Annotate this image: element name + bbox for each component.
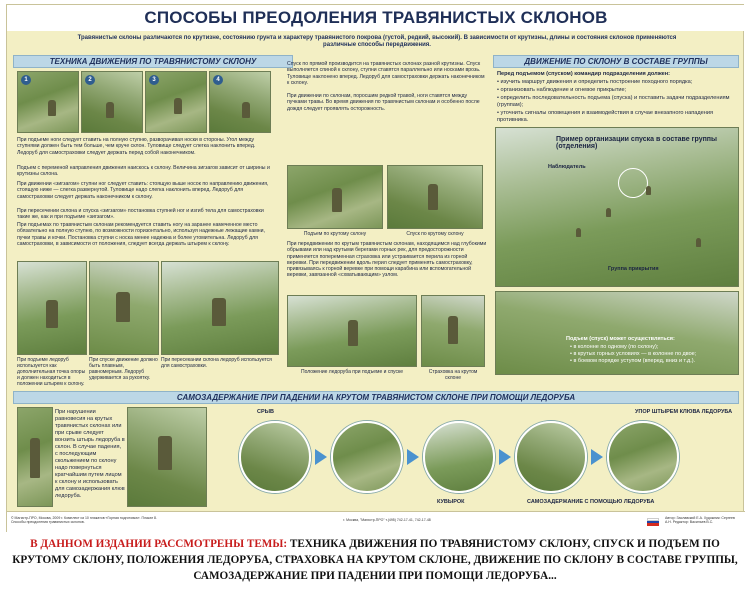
paragraph-2: Подъем с переменой направления движения наискось к склону. Величина зигзагов зависит от ширины и крутизны склона. (17, 165, 270, 178)
russia-flag-icon (647, 518, 659, 526)
label-somersault: КУВЫРОК (437, 499, 465, 505)
photo-steep-descent (387, 165, 483, 229)
poster-title: СПОСОБЫ ПРЕОДОЛЕНИЯ ТРАВЯНИСТЫХ СКЛОНОВ (7, 5, 745, 31)
right-section-header: ДВИЖЕНИЕ ПО СКЛОНУ В СОСТАВЕ ГРУППЫ (493, 55, 739, 68)
photo-ascent (17, 261, 87, 355)
middle-text-top: Спуск по прямой производится на травянистых склонах разной крутизны. Спуск выполняется спиной к склону, ступни ставятся параллельно или носками врозь. Туловище наклонено вперед. Ледоруб для самостраховки держать наконечником к склону. (287, 61, 485, 86)
paragraph-1: При подъеме ноги следует ставить на полную ступню, разворачивая носки в стороны. Угол между ступнями должен быть тем больше, чем круче склон. Туловище следует слегка наклонить вперед. Ледоруб для самостраховки следует держать перед собой наконечником. (17, 137, 256, 156)
methods-title: Подъем (спуск) может осуществляться: (566, 336, 675, 342)
arrow-icon (499, 449, 511, 465)
topics-text: ТЕХНИКА ДВИЖЕНИЯ ПО ТРАВЯНИСТОМУ СКЛОНУ, СПУСК И ПОДЪЕМ ПО КРУТОМУ СКЛОНУ, ПОЛОЖЕНИЯ ЛЕДОРУБА, СТРАХОВКА НА КРУТОМ СКЛОНЕ, ДВИЖЕНИЕ ПО СКЛОНУ В СОСТАВЕ ГРУППЫ, САМОЗАДЕРЖАНИЕ ПРИ ПАДЕНИИ ПРИ ПОМОЩИ ЛЕДОРУБА... (12, 538, 738, 582)
soldier-figure (448, 316, 458, 344)
poster (6, 4, 744, 532)
photo-steep-ascent (287, 165, 383, 229)
caption-descent: При спуске движение должно быть плавным, равномерным. Ледоруб удерживается за рукоятку. (89, 357, 158, 381)
step-photo-3 (145, 71, 207, 133)
fall-sequence-2 (331, 421, 403, 493)
caption-steep-ascent: Подъем по крутому склону (303, 231, 367, 237)
right-bullet-1-text: изучить маршрут движения и определить построение походного порядка; (500, 79, 693, 85)
middle-text-mid: При движении по склонам, поросшим редкой травой, ноги ставятся между пучками травы. Во время движения по травянистым склонам и особенно после дождя следует проявлять осторожность. (287, 93, 480, 112)
soldier-figure (48, 100, 56, 116)
right-bullet-1: • изучить маршрут движения и определить построение походного порядка; (497, 79, 693, 85)
step-number-3: 3 (149, 75, 159, 85)
caption-steep-descent: Спуск по крутому склону (406, 231, 464, 237)
soldier-figure (348, 320, 358, 346)
cover-group-label: Группа прикрытия (608, 266, 659, 272)
caption-ascent: При подъеме ледоруб используется как дополнительная точка опоры и должен находиться в положении штырем к склону. (17, 357, 86, 387)
right-bullet-2: • организовать наблюдение и огневое прикрытие; (497, 87, 627, 93)
footer-left: © Магистр-ПРО, Москва, 2009 г. Комплект из 10 плакатов «Горная подготовка». Плакат 8. Способы преодоления травянистых склонов. (11, 516, 157, 524)
caption-crossing: При пересекании склона ледоруб используется для самостраховки. (161, 357, 272, 369)
footer-center: г. Москва, "Магистр-ПРО" т.(495) 742-17-41, 742-17-48 (343, 518, 431, 522)
soldier-figure (174, 98, 182, 114)
photo-fall (127, 407, 207, 507)
right-bullet-4-text: уточнить сигналы оповещения и взаимодействия в случае внезапного нападения противника. (497, 110, 714, 123)
fall-sequence-5 (607, 421, 679, 493)
right-bullet-2-text: организовать наблюдение и огневое прикрытие; (500, 87, 627, 93)
photo-axe-position (287, 295, 417, 367)
soldier-figure (696, 238, 701, 247)
photo-crossing (161, 261, 279, 355)
flag-stripe-red (647, 523, 659, 526)
step-number-2: 2 (85, 75, 95, 85)
method-2-text: в крутых горных условиях — в колонне по двое; (573, 351, 697, 357)
step-photo-4 (209, 71, 271, 133)
publication-topics (0, 536, 750, 584)
topics-label: В ДАННОМ ИЗДАНИИ РАССМОТРЕНЫ ТЕМЫ: (30, 538, 288, 550)
right-lead: Перед подъемом (спуском) командир подразделения должен: (497, 71, 670, 77)
step-number-1: 1 (21, 75, 31, 85)
left-section-header: ТЕХНИКА ДВИЖЕНИЯ ПО ТРАВЯНИСТОМУ СКЛОНУ (13, 55, 293, 68)
arrow-icon (315, 449, 327, 465)
photo-group-descent (495, 127, 739, 287)
fall-sequence-1 (239, 421, 311, 493)
paragraph-4: При пересечении склона и спуска «зигзагом» постановка ступней ног и изгиб тела для самостраховки такие же, как и при подъеме «зигзагом». (17, 208, 264, 221)
self-arrest-header: САМОЗАДЕРЖАНИЕ ПРИ ПАДЕНИИ НА КРУТОМ ТРАВЯНИСТОМ СКЛОНЕ ПРИ ПОМОЩИ ЛЕДОРУБА (13, 391, 739, 404)
step-photo-2 (81, 71, 143, 133)
soldier-figure (158, 436, 172, 470)
middle-text-bottom: При передвижении по крутым травянистым склонам, находящимся над глубокими обрывами или над крутыми берегами горных рек, для предосторожности применяется попеременная страховка или устраивается перила из горной веревки. При передвижении вдоль перил следует применять самостраховку, привязываясь к горной веревке при помощи карабина или вспомогательной веревки, завязанной «схватывающим» узлом. (287, 241, 487, 279)
photo-group-column (495, 291, 739, 375)
photo-self-arrest (17, 407, 53, 507)
soldier-figure (106, 102, 114, 118)
label-axe-spike: УПОР ШТЫРЕМ КЛЮВА ЛЕДОРУБА (635, 409, 733, 415)
poster-footer (7, 511, 745, 533)
method-1: • в колонне по одному (по склону); (570, 344, 659, 350)
step-number-4: 4 (213, 75, 223, 85)
observer-marker (618, 168, 648, 198)
soldier-figure (46, 300, 58, 328)
label-fall: СРЫВ (257, 409, 274, 415)
soldier-figure (606, 208, 611, 217)
fall-sequence-4 (515, 421, 587, 493)
soldier-figure (576, 228, 581, 237)
caption-belay: Страховка на крутом склоне (428, 369, 478, 381)
observer-label: Наблюдатель (548, 164, 586, 170)
right-bullet-3-text: определить последовательность подъема (спуска) и поставить задачи подразделениям (группам); (497, 95, 730, 108)
photo-descent (89, 261, 159, 355)
self-arrest-text: При нарушении равновесия на крутых травянистых склонах или при срыве следует вонзить штырь ледоруба в склон. В случае падения, с последующим скольжением по склону надо повернуться кратчайшим путем лицом к склону и использовать для самозадержания клюв ледоруба. (55, 409, 125, 499)
soldier-figure (332, 188, 342, 212)
example-title: Пример организации спуска в составе группы (отделения) (556, 136, 718, 150)
step-photo-1 (17, 71, 79, 133)
paragraph-5: При подъемах по травянистым склонам рекомендуется ставить ногу на заранее намеченное место обязательно на полную ступню, по возможности горизонтально, используя надежные лежащие камни, пучки травы и кочки. Постановка ступни с носка менее надежна и более утомительна. Ледоруб для самостраховки, в зависимости от положения, следует всегда держать штырем к склону. (17, 222, 265, 247)
arrow-icon (591, 449, 603, 465)
soldier-figure (116, 292, 130, 322)
footer-right: Автор: Заславский Е.А. Художник: Сергеев А.Н. Редактор: Васильев В.С. (665, 516, 735, 524)
paragraph-3: При движении «зигзагом» ступни ног следует ставить: стоящую выше носок по направлению движения, стоящую ниже — слегка развернутой. Туловище надо слегка наклонить вперед. Ледоруб для самостраховки следует держать наконечником к склону. (17, 181, 269, 200)
soldier-figure (242, 102, 250, 118)
right-bullet-3: • определить последовательность подъема (спуска) и поставить задачи подразделениям (группам); (497, 95, 730, 108)
soldier-figure (212, 298, 226, 326)
method-2: • в крутых горных условиях — в колонне по двое; (570, 351, 697, 357)
method-1-text: в колонне по одному (по склону); (573, 344, 659, 350)
photo-belay (421, 295, 485, 367)
caption-axe-position: Положение ледоруба при подъеме и спуске (300, 369, 404, 375)
arrow-icon (407, 449, 419, 465)
right-bullet-4: • уточнить сигналы оповещения и взаимодействия в случае внезапного нападения противника. (497, 110, 714, 123)
soldier-figure (428, 184, 438, 210)
soldier-figure (646, 186, 651, 195)
method-3: • в боевом порядке уступом (вперед, вниз и т.д.). (570, 358, 696, 364)
soldier-figure (30, 438, 40, 478)
label-self-arrest-axe: САМОЗАДЕРЖАНИЕ С ПОМОЩЬЮ ЛЕДОРУБА (527, 499, 655, 505)
fall-sequence-3 (423, 421, 495, 493)
method-3-text: в боевом порядке уступом (вперед, вниз и т.д.). (573, 358, 696, 364)
poster-intro: Травянистые склоны различаются по крутизне, состоянию грунта и характеру травянистого покрова (густой, редкий, высокий). В зависимости от крутизны, длины и состояния склонов применяются различные способы передвижения. (77, 35, 677, 48)
